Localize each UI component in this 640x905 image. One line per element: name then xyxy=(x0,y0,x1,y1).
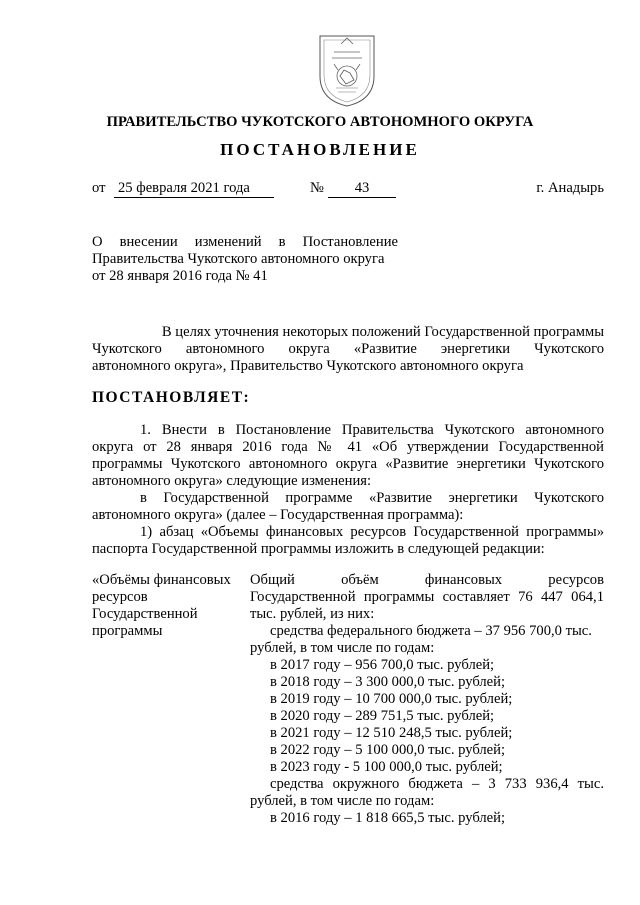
federal-year-line: в 2023 году - 5 100 000,0 тыс. рублей; xyxy=(270,759,503,775)
federal-year-line: в 2022 году – 5 100 000,0 тыс. рублей; xyxy=(270,742,506,758)
document-type-title: ПОСТАНОВЛЕНИЕ xyxy=(220,140,420,159)
date-from-label: от xyxy=(92,180,106,196)
value-line: тыс. рублей, из них: xyxy=(250,606,375,622)
document-date: 25 февраля 2021 года xyxy=(114,180,274,198)
district-year-line: в 2016 году – 1 818 665,5 тыс. рублей; xyxy=(270,810,506,826)
date-number-line xyxy=(92,180,604,200)
subject-line: Правительства Чукотского автономного округа xyxy=(92,251,385,267)
value-line: средства окружного бюджета – 3 733 936,4 тыс. xyxy=(270,776,604,792)
federal-year-line: в 2019 году – 10 700 000,0 тыс. рублей; xyxy=(270,691,513,707)
federal-year-line: в 2018 году – 3 300 000,0 тыс. рублей; xyxy=(270,674,506,690)
body-line: округа от 28 января 2016 года № 41 «Об утверждении Государственной xyxy=(92,439,604,455)
preamble-paragraph xyxy=(92,324,604,375)
body-line: 1) абзац «Объемы финансовых ресурсов Государственной программы» xyxy=(140,524,604,540)
body-line: автономного округа» следующие изменения: xyxy=(92,473,372,489)
document-number: 43 xyxy=(328,180,396,198)
value-line: Общий объём финансовых ресурсов xyxy=(250,572,604,588)
label-line: «Объёмы финансовых xyxy=(92,572,231,588)
federal-year-line: в 2017 году – 956 700,0 тыс. рублей; xyxy=(270,657,495,673)
body-line: автономного округа» (далее – Государственная программа): xyxy=(92,507,464,523)
body-line: в Государственной программе «Развитие энергетики Чукотского xyxy=(140,490,604,506)
label-line: Государственной xyxy=(92,606,198,622)
body-line: 1. Внести в Постановление Правительства Чукотского автономного xyxy=(140,422,604,438)
government-title: ПРАВИТЕЛЬСТВО ЧУКОТСКОГО АВТОНОМНОГО ОКРУГА xyxy=(106,114,534,130)
value-line: рублей, в том числе по годам: xyxy=(250,793,435,809)
preamble-line: Чукотского автономного округа «Развитие энергетики Чукотского xyxy=(92,341,604,357)
body-line: программы Чукотского автономного округа «Развитие энергетики Чукотского xyxy=(92,456,604,472)
preamble-line: автономного округа», Правительство Чукотского автономного округа xyxy=(92,358,524,374)
funding-table-value-cell xyxy=(250,572,604,827)
funding-table-label-cell xyxy=(92,572,242,640)
preamble-line: В целях уточнения некоторых положений Государственной программы xyxy=(161,324,604,340)
body-paragraphs xyxy=(92,422,604,558)
body-line: паспорта Государственной программы изложить в следующей редакции: xyxy=(92,541,545,557)
federal-year-line: в 2020 году – 289 751,5 тыс. рублей; xyxy=(270,708,495,724)
subject-block xyxy=(92,234,398,285)
value-line: рублей, в том числе по годам: xyxy=(250,640,435,656)
value-line: Государственной программы составляет 76 447 064,1 xyxy=(250,589,604,605)
label-line: программы xyxy=(92,623,163,639)
subject-line: от 28 января 2016 года № 41 xyxy=(92,268,268,284)
coat-of-arms-emblem xyxy=(316,30,378,108)
federal-year-line: в 2021 году – 12 510 248,5 тыс. рублей; xyxy=(270,725,513,741)
subject-line: О внесении изменений в Постановление xyxy=(92,234,398,250)
resolves-heading: ПОСТАНОВЛЯЕТ: xyxy=(92,389,251,406)
value-line: средства федерального бюджета – 37 956 700,0 тыс. xyxy=(270,623,592,639)
label-line: ресурсов xyxy=(92,589,148,605)
city: г. Анадырь xyxy=(536,180,604,196)
number-label: № xyxy=(310,180,324,196)
